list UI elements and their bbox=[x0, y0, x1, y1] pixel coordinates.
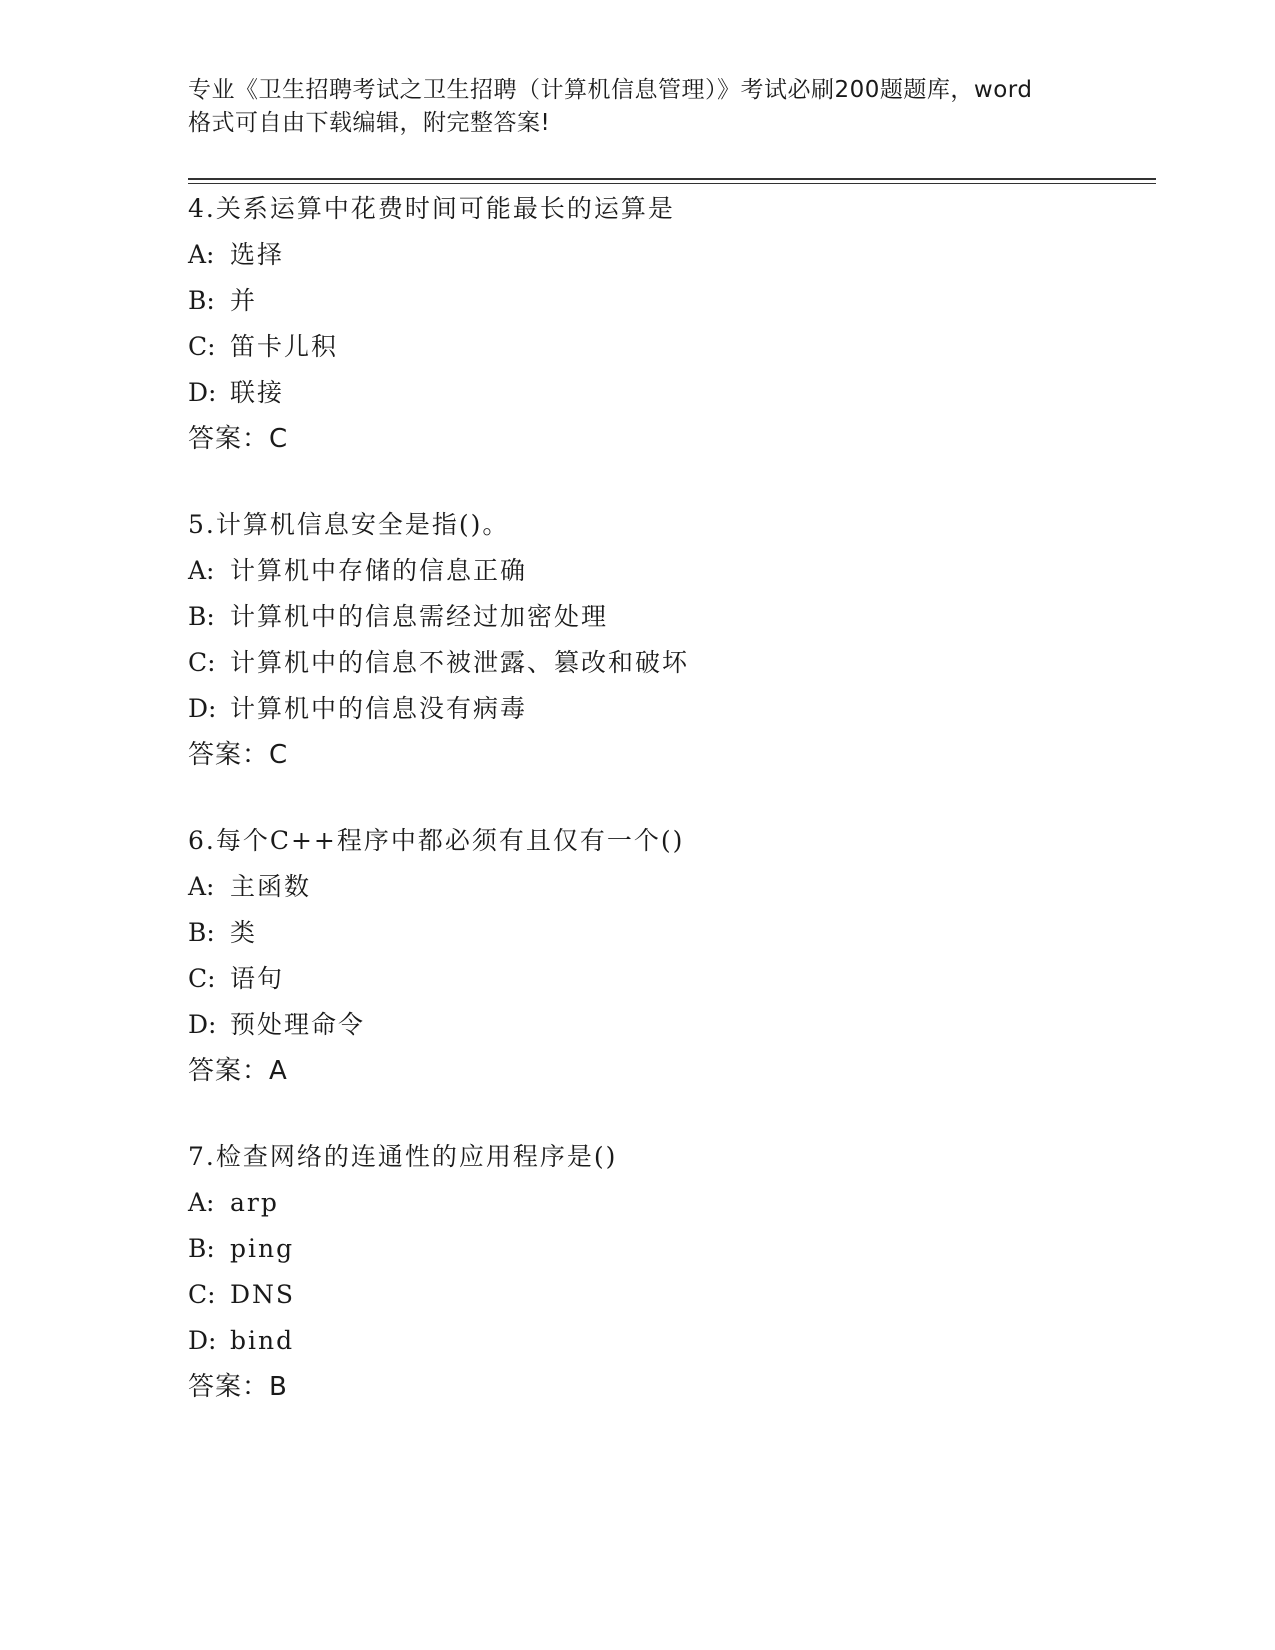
option-text: 笛卡儿积 bbox=[230, 332, 339, 361]
option-b bbox=[188, 278, 1148, 324]
answer-text: 答案：A bbox=[188, 1056, 288, 1086]
option-d bbox=[188, 370, 1148, 416]
question-block bbox=[188, 1134, 1148, 1410]
option-a bbox=[188, 864, 1148, 910]
option-text: 计算机中存储的信息正确 bbox=[230, 556, 528, 585]
option-text: 联接 bbox=[230, 378, 285, 407]
option-d bbox=[188, 1318, 1148, 1364]
question-text: 4.关系运算中花费时间可能最长的运算是 bbox=[188, 194, 675, 223]
option-text: 语句 bbox=[230, 964, 285, 993]
header-line-1: 专业《卫生招聘考试之卫生招聘（计算机信息管理）》考试必刷200题题库，word bbox=[188, 77, 1033, 103]
option-b bbox=[188, 1226, 1148, 1272]
option-text: 计算机中的信息需经过加密处理 bbox=[230, 602, 609, 631]
header-divider-thick bbox=[188, 178, 1156, 180]
header-divider-thin bbox=[188, 183, 1156, 184]
option-b bbox=[188, 594, 1148, 640]
option-text: 类 bbox=[230, 918, 258, 947]
option-letter: D: bbox=[188, 378, 217, 407]
option-letter: B: bbox=[188, 602, 215, 631]
option-letter: C: bbox=[188, 332, 216, 361]
option-text: 预处理命令 bbox=[230, 1010, 366, 1039]
answer-text: 答案：B bbox=[188, 1372, 288, 1402]
option-d bbox=[188, 686, 1148, 732]
option-a bbox=[188, 232, 1148, 278]
option-c bbox=[188, 956, 1148, 1002]
option-letter: B: bbox=[188, 918, 215, 947]
document-header bbox=[188, 74, 1088, 140]
question-text: 6.每个C++程序中都必须有且仅有一个() bbox=[188, 826, 685, 855]
option-letter: D: bbox=[188, 694, 217, 723]
option-letter: C: bbox=[188, 964, 216, 993]
option-c bbox=[188, 640, 1148, 686]
option-letter: B: bbox=[188, 286, 215, 315]
answer-text: 答案：C bbox=[188, 740, 289, 770]
option-letter: D: bbox=[188, 1326, 217, 1355]
answer-text: 答案：C bbox=[188, 424, 289, 454]
option-c bbox=[188, 1272, 1148, 1318]
option-letter: C: bbox=[188, 648, 216, 677]
option-letter: A: bbox=[188, 240, 215, 269]
option-text: 并 bbox=[230, 286, 258, 315]
option-text: DNS bbox=[230, 1280, 296, 1309]
question-block bbox=[188, 818, 1148, 1094]
option-text: arp bbox=[230, 1188, 279, 1217]
option-text: 计算机中的信息没有病毒 bbox=[230, 694, 528, 723]
option-a bbox=[188, 1180, 1148, 1226]
option-c bbox=[188, 324, 1148, 370]
option-letter: D: bbox=[188, 1010, 217, 1039]
question-block bbox=[188, 186, 1148, 462]
option-b bbox=[188, 910, 1148, 956]
header-line-2: 格式可自由下载编辑，附完整答案! bbox=[188, 110, 551, 136]
question-text: 7.检查网络的连通性的应用程序是() bbox=[188, 1142, 618, 1171]
option-text: ping bbox=[230, 1234, 295, 1263]
option-text: 主函数 bbox=[230, 872, 312, 901]
option-letter: A: bbox=[188, 1188, 215, 1217]
option-text: 计算机中的信息不被泄露、篡改和破坏 bbox=[230, 648, 690, 677]
question-text: 5.计算机信息安全是指()。 bbox=[188, 510, 510, 539]
option-letter: A: bbox=[188, 556, 215, 585]
option-letter: C: bbox=[188, 1280, 216, 1309]
option-letter: B: bbox=[188, 1234, 215, 1263]
option-a bbox=[188, 548, 1148, 594]
option-text: 选择 bbox=[230, 240, 285, 269]
option-letter: A: bbox=[188, 872, 215, 901]
option-d bbox=[188, 1002, 1148, 1048]
option-text: bind bbox=[230, 1326, 295, 1355]
question-block bbox=[188, 502, 1148, 778]
